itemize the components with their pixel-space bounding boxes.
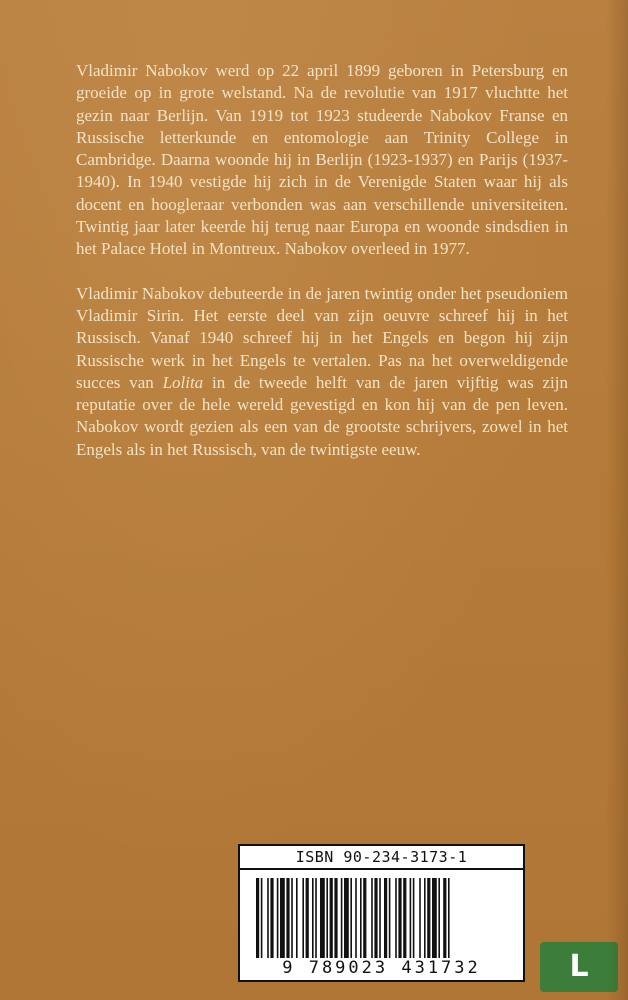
book-title-lolita: Lolita (162, 372, 204, 392)
barcode-bar (350, 878, 352, 958)
isbn-number: ISBN 90-234-3173-1 (295, 848, 468, 866)
barcode-bar (384, 878, 387, 958)
biography-paragraph: Vladimir Nabokov werd op 22 april 1899 geboren in Petersburg en groeide op in grote welstand. Na de revolutie van 1917 vluchtte het gezin naar Berlijn. Van 1919 tot 1923 studeerde Nabokov Franse en Russische letterkunde en entomologie aan Trinity College in Cambridge. Daarna woonde hij in Berlijn (1923-1937) en Parijs (1937-1940). In 1940 vestigde hij zich in de Verenigde Staten waar hij als docent en hoogleraar verbonden was aan verschillende universiteiten. Twintig jaar later keerde hij terug naar Europa en woonde sindsdien in het Palace Hotel in Montreux. Nabokov overleed in 1977. (76, 61, 568, 259)
barcode-bar (438, 878, 440, 958)
barcode-bar (371, 878, 373, 958)
barcode-bar (448, 878, 450, 958)
barcode-bar (296, 878, 298, 958)
barcode-bar (277, 878, 279, 958)
barcode-bar (312, 878, 314, 958)
barcode-label (238, 844, 525, 982)
barcode-bar (410, 878, 412, 958)
barcode-bar (379, 878, 381, 958)
barcode-bar (344, 878, 349, 958)
barcode-bar (355, 878, 357, 958)
blurb-text (76, 60, 568, 483)
barcode-bar (256, 878, 259, 958)
barcode-bar (306, 878, 309, 958)
barcode-bar (280, 878, 285, 958)
barcode-bar (432, 878, 437, 958)
barcode-bar (395, 878, 397, 958)
barcode-bar (389, 878, 391, 958)
barcode-bar (326, 878, 328, 958)
career-paragraph (76, 283, 568, 461)
barcode-bar (291, 878, 293, 958)
barcode-bar (398, 878, 401, 958)
career-text-part2: in de tweede helft van de jaren vijftig was zijn reputatie over de hele wereld gevestigd en kon hij van de pen leven. Nabokov wordt gezien als een van de grootste schrijvers, zowel in het Engels als in het Russisch, van de twintigste eeuw. (76, 372, 568, 459)
lastdodo-logo-icon: L (540, 942, 618, 992)
barcode-bar (427, 878, 430, 958)
barcode-bar (360, 878, 362, 958)
barcode-bar (424, 878, 426, 958)
ean-number: 9 789023 431732 (282, 958, 481, 978)
barcode-bars (256, 878, 511, 958)
isbn-divider (240, 868, 523, 870)
barcode-bar (443, 878, 446, 958)
barcode-bar (403, 878, 406, 958)
barcode-bar (267, 878, 269, 958)
barcode-bar (363, 878, 366, 958)
barcode-bar (261, 878, 263, 958)
barcode-bar (315, 878, 317, 958)
barcode-bar (330, 878, 333, 958)
barcode-bar (419, 878, 421, 958)
barcode-bar (270, 878, 273, 958)
barcode-bar (413, 878, 415, 958)
barcode-bar (286, 878, 289, 958)
barcode-bar (334, 878, 337, 958)
barcode-bar (341, 878, 343, 958)
barcode-bar (374, 878, 377, 958)
barcode-bar (302, 878, 304, 958)
barcode-bar (320, 878, 325, 958)
career-text-part1: Vladimir Nabokov debuteerde in de jaren twintig onder het pseudoniem Vladimir Sirin. Het eerste deel van zijn oeuvre schreef hij in het Russisch. Vanaf 1940 schreef hij in het Engels en begon hij zijn Russische werk in het Engels te vertalen. Pas na het overweldigende succes van (76, 283, 568, 392)
